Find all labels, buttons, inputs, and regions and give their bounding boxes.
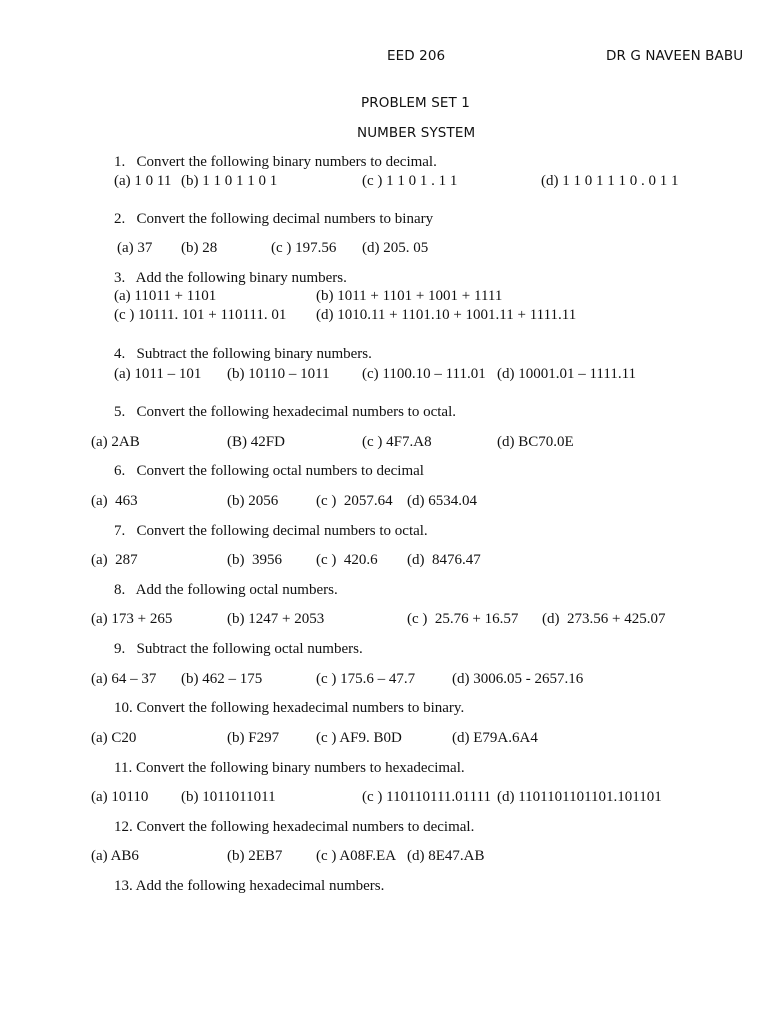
question-1: 1. Convert the following binary numbers to decimal. <box>114 154 437 170</box>
q2-option-b: (b) 28 <box>181 240 218 256</box>
q9-option-c: (c ) 175.6 – 47.7 <box>316 671 416 687</box>
q1-option-d: (d) 1 1 0 1 1 1 0 . 0 1 1 <box>541 173 679 189</box>
q5-option-b: (B) 42FD <box>227 434 285 450</box>
q10-option-d: (d) E79A.6A4 <box>452 730 538 746</box>
q10-option-a: (a) C20 <box>91 730 137 746</box>
q3-option-d: (d) 1010.11 + 1101.10 + 1001.11 + 1111.11 <box>316 307 577 323</box>
question-3: 3. Add the following binary numbers. <box>114 270 347 286</box>
question-9: 9. Subtract the following octal numbers. <box>114 641 363 657</box>
question-6: 6. Convert the following octal numbers to decimal <box>114 463 424 479</box>
q3-option-a: (a) 11011 + 1101 <box>114 288 217 304</box>
q9-option-a: (a) 64 – 37 <box>91 671 157 687</box>
q7-option-c: (c ) 420.6 <box>316 552 378 568</box>
question-12: 12. Convert the following hexadecimal numbers to decimal. <box>114 819 475 835</box>
question-10: 10. Convert the following hexadecimal numbers to binary. <box>114 700 465 716</box>
q4-option-b: (b) 10110 – 1011 <box>227 366 330 382</box>
author-name: DR G NAVEEN BABU <box>606 48 744 64</box>
q5-option-a: (a) 2AB <box>91 434 140 450</box>
q9-option-b: (b) 462 – 175 <box>181 671 263 687</box>
q6-option-c: (c ) 2057.64 <box>316 493 393 509</box>
q5-option-d: (d) BC70.0E <box>497 434 574 450</box>
q3-option-b: (b) 1011 + 1101 + 1001 + 1111 <box>316 288 503 304</box>
q8-option-d: (d) 273.56 + 425.07 <box>542 611 666 627</box>
question-4: 4. Subtract the following binary numbers. <box>114 346 372 362</box>
q5-option-c: (c ) 4F7.A8 <box>362 434 432 450</box>
course-code: EED 206 <box>387 48 446 64</box>
q8-option-c: (c ) 25.76 + 16.57 <box>407 611 519 627</box>
q2-option-c: (c ) 197.56 <box>271 240 337 256</box>
q10-option-b: (b) F297 <box>227 730 280 746</box>
q6-option-b: (b) 2056 <box>227 493 279 509</box>
question-11: 11. Convert the following binary numbers to hexadecimal. <box>114 760 465 776</box>
question-8: 8. Add the following octal numbers. <box>114 582 338 598</box>
q11-option-d: (d) 1101101101101.101101 <box>497 789 662 805</box>
q1-option-b: (b) 1 1 0 1 1 0 1 <box>181 173 278 189</box>
question-7: 7. Convert the following decimal numbers to octal. <box>114 523 428 539</box>
q4-option-d: (d) 10001.01 – 1111.11 <box>497 366 637 382</box>
page-subtitle: NUMBER SYSTEM <box>357 125 476 141</box>
q7-option-b: (b) 3956 <box>227 552 282 568</box>
q7-option-d: (d) 8476.47 <box>407 552 481 568</box>
q6-option-a: (a) 463 <box>91 493 138 509</box>
question-13: 13. Add the following hexadecimal numbers. <box>114 878 385 894</box>
q9-option-d: (d) 3006.05 - 2657.16 <box>452 671 584 687</box>
q4-option-a: (a) 1011 – 101 <box>114 366 202 382</box>
q12-option-a: (a) AB6 <box>91 848 139 864</box>
q11-option-b: (b) 1011011011 <box>181 789 276 805</box>
q2-option-a: (a) 37 <box>117 240 153 256</box>
q11-option-c: (c ) 110110111.01111 <box>362 789 492 805</box>
q10-option-c: (c ) AF9. B0D <box>316 730 402 746</box>
q12-option-d: (d) 8E47.AB <box>407 848 485 864</box>
q4-option-c: (c) 1100.10 – 111.01 <box>362 366 486 382</box>
q3-option-c: (c ) 10111. 101 + 110111. 01 <box>114 307 287 323</box>
question-5: 5. Convert the following hexadecimal numbers to octal. <box>114 404 456 420</box>
q8-option-b: (b) 1247 + 2053 <box>227 611 325 627</box>
q12-option-b: (b) 2EB7 <box>227 848 283 864</box>
q7-option-a: (a) 287 <box>91 552 138 568</box>
q2-option-d: (d) 205. 05 <box>362 240 429 256</box>
q6-option-d: (d) 6534.04 <box>407 493 477 509</box>
q8-option-a: (a) 173 + 265 <box>91 611 173 627</box>
page-title: PROBLEM SET 1 <box>361 95 470 111</box>
question-2: 2. Convert the following decimal numbers to binary <box>114 211 434 227</box>
q11-option-a: (a) 10110 <box>91 789 149 805</box>
q12-option-c: (c ) A08F.EA <box>316 848 397 864</box>
q1-option-c: (c ) 1 1 0 1 . 1 1 <box>362 173 458 189</box>
q1-option-a: (a) 1 0 11 <box>114 173 172 189</box>
